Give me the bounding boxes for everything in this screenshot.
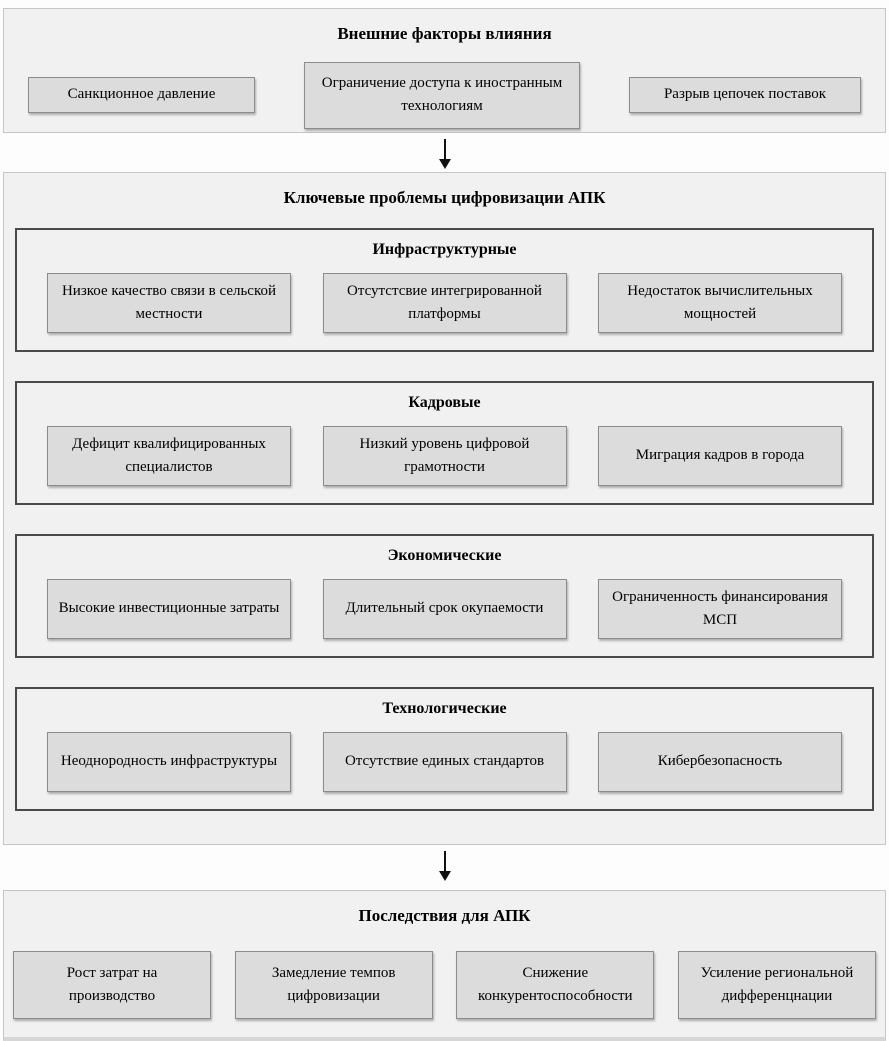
node-label: Замедление темпов цифровизации [271,964,396,1004]
node-no-unified-standards [323,732,567,792]
node-production-costs [13,951,211,1019]
node-urban-migration [598,426,842,486]
node-rural-connectivity [47,273,291,333]
group-row [17,579,872,639]
node-regional-differentiation [678,951,876,1019]
node-cybersecurity [598,732,842,792]
node-label: Высокие инвестиционные затраты [58,600,280,617]
problem-groups [15,228,874,811]
group-title: Инфраструктурные [372,241,517,258]
node-label: Низкий уровень цифровой грамотности [359,435,530,475]
arrow-down-icon [439,139,451,169]
node-label: Низкое качество связи в сельской местности [61,282,277,322]
key-problems-title: Ключевые проблемы цифровизации АПК [283,188,606,207]
group-row [17,732,872,792]
node-label: Недостаток вычислительных мощностей [627,282,813,322]
external-factors-row [4,55,885,135]
arrow-down-icon [439,851,451,881]
group-title: Экономические [387,547,502,564]
node-sme-financing [598,579,842,639]
node-label: Неоднородность инфраструктуры [60,753,278,770]
group-technological [15,687,874,811]
node-digital-literacy [323,426,567,486]
group-row [17,273,872,333]
node-specialist-deficit [47,426,291,486]
node-digitalization-slowdown [235,951,433,1019]
key-problems-section [3,172,886,845]
diagram-canvas [0,8,889,1041]
node-label: Разрыв цепочек поставок [663,86,827,103]
group-personnel [15,381,874,505]
node-supply-chain-break [629,77,861,113]
node-competitiveness-decline [456,951,654,1019]
group-title: Кадровые [408,394,481,411]
node-computing-capacity [598,273,842,333]
node-label: Ограниченность финансирования МСП [612,588,828,628]
node-label: Ограничение доступа к иностранным технологиям [321,74,563,114]
external-factors-section [3,8,886,133]
group-infrastructure [15,228,874,352]
group-economic [15,534,874,658]
node-label: Длительный срок окупаемости [345,600,544,617]
consequences-section [3,890,886,1041]
node-label: Усиление региональной дифференцнации [700,964,854,1004]
node-tech-access-restriction [304,62,580,129]
group-row [17,426,872,486]
node-infrastructure-heterogeneity [47,732,291,792]
node-label: Снижение конкурентоспособности [478,964,633,1004]
node-label: Миграция кадров в города [635,447,805,464]
node-label: Рост затрат на производство [66,964,158,1004]
connector-band-bottom [0,845,889,890]
group-title: Технологические [382,700,507,717]
node-label: Кибербезопасность [657,753,783,770]
consequences-row [4,951,885,1019]
external-factors-title: Внешние факторы влияния [337,24,552,43]
node-label: Дефицит квалифицированных специалистов [72,435,266,475]
node-investment-costs [47,579,291,639]
node-payback-period [323,579,567,639]
node-no-integrated-platform [323,273,567,333]
connector-band-top [0,133,889,172]
consequences-title: Последствия для АПК [358,906,531,925]
node-label: Отсутствие единых стандартов [344,753,545,770]
node-label: Санкционное давление [67,86,216,103]
node-label: Отсутстсвие интегрированной платформы [347,282,542,322]
node-sanctions-pressure [28,77,255,113]
